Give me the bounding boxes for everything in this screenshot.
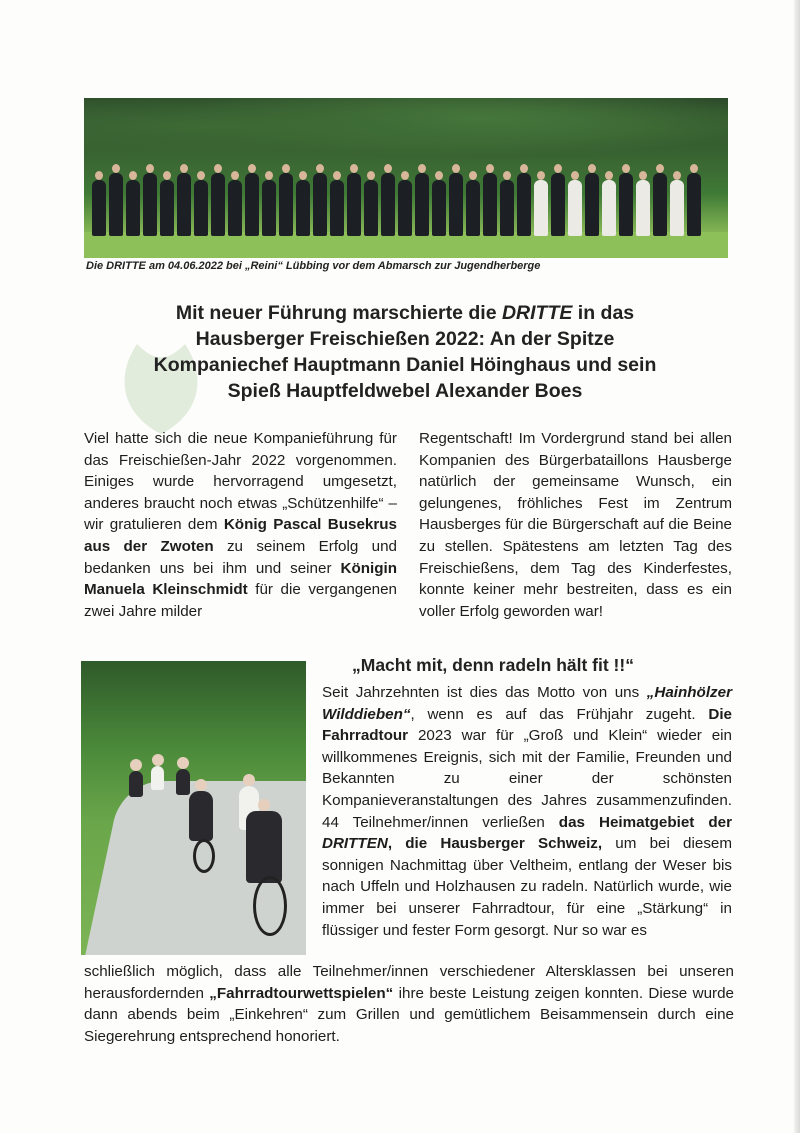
col1-text-a: Viel hatte sich die neue Kompanieführung für das Freischießen-Jahr 2022 vorgenommen. Einiges wurde hervorragend umgesetzt, anderes braucht noch etwas „Schützenhilfe“ – wir gratulieren dem xyxy=(84,430,397,534)
col1-bold-king: König Pascal Busekrus aus der Zwoten xyxy=(84,516,397,555)
photo-person xyxy=(279,173,293,236)
bike-bottom-wettspiele: „Fahrradtourwettspielen“ xyxy=(209,984,394,1002)
photo-person xyxy=(296,180,310,236)
photo-wheel xyxy=(253,876,287,936)
col1-text-c: zu seinem Erfolg und bedanken uns bei ihm und seiner xyxy=(84,537,397,577)
photo-person xyxy=(313,173,327,236)
headline-line-3: Kompaniechef Hauptmann Daniel Höinghaus und sein xyxy=(153,354,657,376)
bike-bottom-1: schließlich möglich, dass alle Teilnehmer/innen verschiedener Altersklassen bei unseren herausfordernden xyxy=(84,963,734,1002)
col1-text-d: für die vergangenen zwei Jahre milder xyxy=(84,581,397,620)
photo-person xyxy=(381,173,395,236)
photo-person xyxy=(687,173,701,236)
photo-person xyxy=(143,173,157,236)
headline-line-4: Spieß Hauptfeldwebel Alexander Boes xyxy=(227,380,583,402)
photo-person xyxy=(653,173,667,236)
photo-rider xyxy=(246,811,282,883)
photo-person xyxy=(177,173,191,236)
photo-person xyxy=(568,180,582,236)
headline-line-1-b: in das xyxy=(572,302,635,324)
bike-section-continuation xyxy=(84,961,734,1047)
photo-person xyxy=(670,180,684,236)
page-edge xyxy=(794,0,800,1133)
photo-person xyxy=(551,173,565,236)
caption-suffix: Lübbing vor dem Abmarsch zur Jugendherberge xyxy=(282,260,541,272)
photo-person xyxy=(466,180,480,236)
photo-person xyxy=(211,173,225,236)
photo-person xyxy=(160,180,174,236)
bike-text-heimat: das Heimatgebiet der xyxy=(558,813,732,831)
photo-rider xyxy=(189,791,213,841)
photo-person xyxy=(92,180,106,236)
group-photo xyxy=(84,98,728,258)
photo-person xyxy=(330,180,344,236)
photo-person xyxy=(364,180,378,236)
headline-line-2: Hausberger Freischießen 2022: An der Spitze xyxy=(195,328,615,350)
article-columns xyxy=(84,428,732,622)
photo-wheel xyxy=(193,839,215,873)
photo-person xyxy=(585,173,599,236)
photo-person xyxy=(347,173,361,236)
photo-person xyxy=(415,173,429,236)
headline-line-1 xyxy=(100,300,710,326)
photo-person xyxy=(262,180,276,236)
article-column-left xyxy=(84,428,397,622)
photo-person xyxy=(398,180,412,236)
photo-person xyxy=(194,180,208,236)
photo-person xyxy=(602,180,616,236)
photo-person xyxy=(517,173,531,236)
photo-trees xyxy=(84,98,728,168)
photo-person xyxy=(449,173,463,236)
article-column-right: Regentschaft! Im Vordergrund stand bei allen Kompanien des Bürgerbataillons Hausberge natürlich der gemeinsame Wunsch, ein gelungenes, fröhliches Fest im Zentrum Hausberges für die Bürgerschaft auf die Beine zu stellen. Spätestens am letzten Tag des Freischießens, dem Tag des Kinderfestes, konnte keiner mehr bestreiten, dass es ein voller Erfolg geworden war! xyxy=(419,430,732,620)
photo-person xyxy=(619,173,633,236)
photo-person xyxy=(245,173,259,236)
bike-text-1: Seit Jahrzehnten ist dies das Motto von uns xyxy=(322,684,647,701)
bike-text-2: , wenn es auf das Frühjahr zugeht. xyxy=(410,705,709,723)
bike-text-4: um bei diesem sonnigen Nachmittag über Veltheim, entlang der Weser bis nach Uffeln und Holzhausen zu radeln. Natürlich wurde, wie immer bei unserer Fahrradtour, für eine „Stärkung“ in flüssiger und fester Form gesorgt. Nur so war es xyxy=(322,835,733,939)
col1-bold-queen: Königin Manuela Kleinschmidt xyxy=(84,559,397,599)
photo-caption xyxy=(86,260,726,272)
photo-person xyxy=(432,180,446,236)
bike-text-schweiz: , die Hausberger Schweiz, xyxy=(387,835,603,853)
photo-person xyxy=(483,173,497,236)
article-headline xyxy=(100,300,710,404)
photo-rider xyxy=(176,769,190,795)
photo-person xyxy=(636,180,650,236)
photo-rider xyxy=(129,771,143,797)
caption-prefix: Die DRITTE am 04.06.2022 bei xyxy=(86,260,245,272)
bike-text-fahrradtour: Die Fahrradtour xyxy=(322,705,732,745)
headline-line-1-a: Mit neuer Führung marschierte die xyxy=(175,302,502,324)
headline-line-1-em: DRITTE xyxy=(501,302,573,324)
caption-name: „Reini“ xyxy=(244,260,283,272)
bike-section-text xyxy=(322,682,732,941)
bike-text-3: 2023 war für „Groß und Klein“ wieder ein willkommenes Ereignis, sich mit der Familie, Freunden und Bekannten zu einer der schönsten Kompanieveranstaltungen des Jahres zusammenzufinden. 44 Teilnehmer/innen verließen xyxy=(322,727,732,831)
photo-person xyxy=(126,180,140,236)
photo-person xyxy=(534,180,548,236)
photo-person xyxy=(109,173,123,236)
photo-person xyxy=(228,180,242,236)
photo-rider xyxy=(151,766,164,790)
bike-text-wilddiebe: „Hainhölzer Wilddieben“ xyxy=(322,684,732,723)
bike-section-title: „Macht mit, denn radeln hält fit !!“ xyxy=(352,655,634,675)
photo-person xyxy=(500,180,514,236)
bike-text-dritten: DRITTEN xyxy=(322,835,388,853)
bike-tour-photo xyxy=(81,661,306,955)
bike-bottom-2: ihre beste Leistung zeigen konnten. Diese wurde dann abends beim „Einkehren“ zum Grillen und gemütlichem Beisammensein durch eine Siegerehrung entsprechend honoriert. xyxy=(84,984,734,1045)
photo-crowd xyxy=(92,160,722,236)
